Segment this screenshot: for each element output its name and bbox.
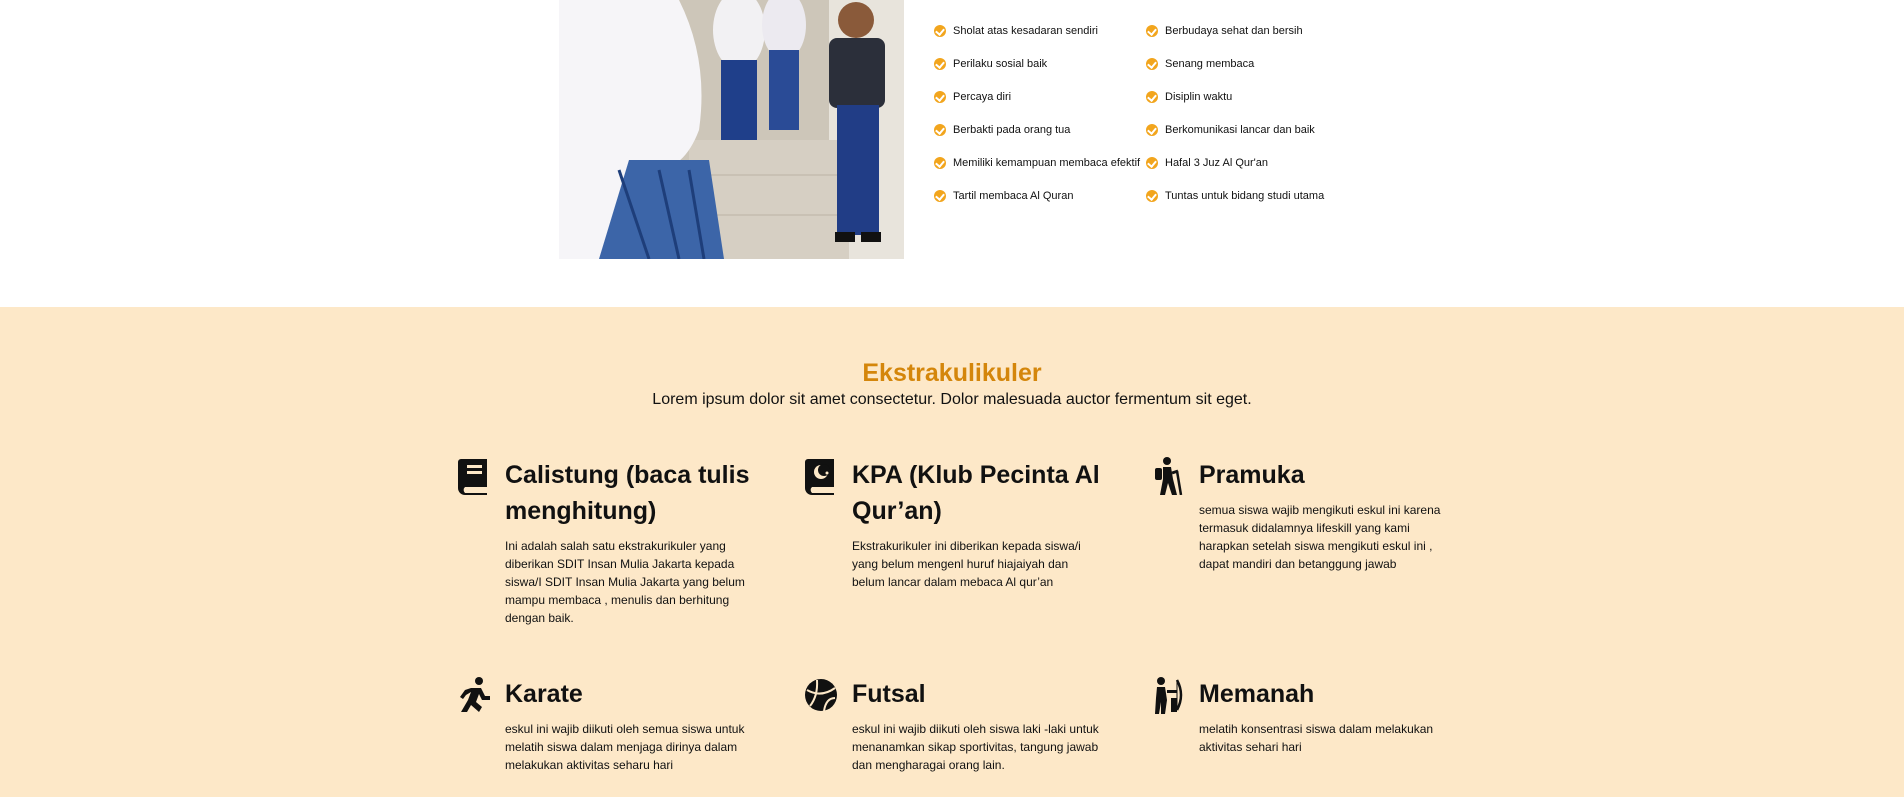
achievement-list-left [934, 14, 1140, 212]
card-title: Memanah [1199, 680, 1315, 708]
card-title: Karate [505, 680, 583, 708]
achievements-section [0, 0, 1904, 307]
check-circle-icon [1146, 25, 1158, 37]
running-icon [457, 676, 491, 714]
achievement-list-right [1146, 14, 1324, 212]
achievement-label: Memiliki kemampuan membaca efektif [953, 156, 1141, 169]
achievement-label: Berbudaya sehat dan bersih [1165, 24, 1303, 37]
check-circle-icon [1146, 157, 1158, 169]
check-circle-icon [934, 124, 946, 136]
check-circle-icon [934, 25, 946, 37]
extracurricular-section [0, 307, 1904, 797]
card-title: KPA (Klub Pecinta Al Qur’an) [852, 461, 1100, 525]
card-title: Calistung (baca tulis menghitung) [505, 461, 750, 525]
check-circle-icon [1146, 91, 1158, 103]
students-photo [559, 0, 904, 259]
achievement-label: Hafal 3 Juz Al Qur'an [1165, 156, 1268, 169]
card-description: eskul ini wajib diikuti oleh siswa laki -laki untuk menanamkan sikap sportivitas, tangung jawab dan mengharagai orang lain. [852, 722, 1099, 772]
achievement-item [1146, 146, 1324, 179]
check-circle-icon [934, 190, 946, 202]
check-circle-icon [1146, 190, 1158, 202]
hiker-icon [1151, 457, 1185, 495]
achievement-label: Disiplin waktu [1165, 90, 1233, 103]
achievement-label: Percaya diri [953, 90, 1012, 103]
card-description: semua siswa wajib mengikuti eskul ini karena termasuk didalamnya lifeskill yang kami harapkan setelah siswa mengikuti eskul ini , dapat mandiri dan betanggung jawab [1199, 503, 1441, 571]
achievement-label: Perilaku sosial baik [953, 57, 1048, 70]
card-description: melatih konsentrasi siswa dalam melakukan aktivitas sehari hari [1199, 722, 1434, 754]
card-title: Futsal [852, 680, 926, 708]
ball-icon [804, 676, 838, 714]
section-title: Ekstrakulikuler [862, 359, 1042, 387]
achievement-label: Tartil membaca Al Quran [953, 189, 1074, 202]
achievement-item [934, 80, 1140, 113]
card-description: Ekstrakurikuler ini diberikan kepada siswa/i yang belum mengenl huruf hiajaiyah dan belum lancar dalam mebaca Al qur’an [852, 539, 1081, 589]
achievement-label: Berbakti pada orang tua [953, 123, 1071, 136]
check-circle-icon [934, 91, 946, 103]
check-circle-icon [1146, 124, 1158, 136]
achievement-label: Senang membaca [1165, 57, 1255, 70]
card-description: Ini adalah salah satu ekstrakurikuler yang diberikan SDIT Insan Mulia Jakarta kepada siswa/I SDIT Insan Mulia Jakarta yang belum mampu membaca , menulis dan berhitung dengan baik. [505, 539, 745, 625]
achievement-label: Sholat atas kesadaran sendiri [953, 24, 1098, 37]
achievement-item [1146, 179, 1324, 212]
check-circle-icon [934, 157, 946, 169]
achievement-label: Berkomunikasi lancar dan baik [1165, 123, 1315, 136]
achievement-item [1146, 80, 1324, 113]
archer-icon [1151, 676, 1185, 714]
card-title: Pramuka [1199, 461, 1305, 489]
achievement-item [1146, 14, 1324, 47]
section-subtitle: Lorem ipsum dolor sit amet consectetur. Dolor malesuada auctor fermentum sit eget. [652, 391, 1252, 408]
achievement-item [934, 179, 1140, 212]
achievement-label: Tuntas untuk bidang studi utama [1165, 189, 1325, 202]
achievement-item [934, 47, 1140, 80]
achievement-item [1146, 47, 1324, 80]
book-icon [457, 457, 491, 495]
achievement-item [1146, 113, 1324, 146]
achievement-item [934, 113, 1140, 146]
check-circle-icon [934, 58, 946, 70]
achievement-item [934, 14, 1140, 47]
card-description: eskul ini wajib diikuti oleh semua siswa untuk melatih siswa dalam menjaga dirinya dalam melakukan aktivitas seharu hari [505, 722, 745, 772]
check-circle-icon [1146, 58, 1158, 70]
quran-icon [804, 457, 838, 495]
achievement-item [934, 146, 1140, 179]
